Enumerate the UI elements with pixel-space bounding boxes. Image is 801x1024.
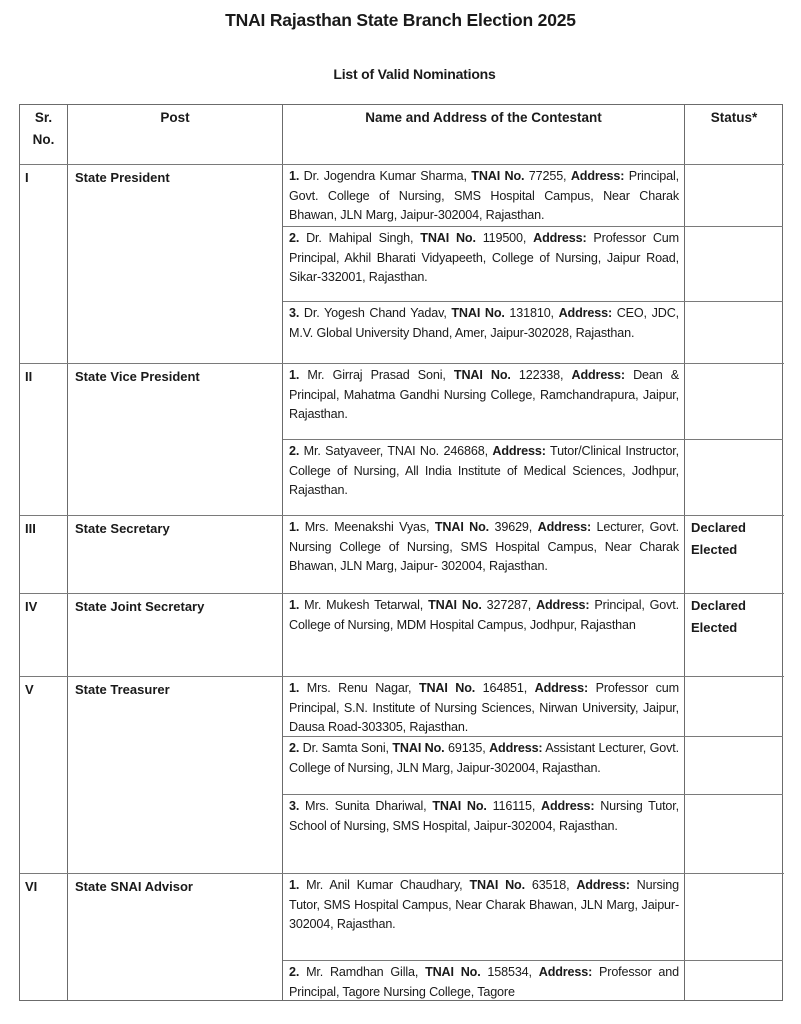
tnai-label: TNAI No. — [451, 306, 505, 320]
contestant-name: Dr. Samta Soni, — [299, 741, 393, 755]
contestant-entry — [289, 366, 679, 425]
status-badge: Declared Elected — [691, 520, 746, 557]
address-label: Address: — [492, 444, 546, 458]
contestant-address: CEO, JDC, M.V. Global University Dhand, Amer, Jaipur-302028, Rajasthan. — [289, 306, 679, 340]
contestant-name: Mr. Anil Kumar Chaudhary, — [299, 878, 470, 892]
document-title: TNAI Rajasthan State Branch Election 2025 — [225, 10, 576, 30]
contestant-name: Dr. Mahipal Singh, — [299, 231, 421, 245]
row-divider — [20, 593, 784, 594]
address-label: Address: — [489, 741, 543, 755]
contestant-name: Dr. Yogesh Chand Yadav, — [299, 306, 452, 320]
document-subtitle: List of Valid Nominations — [333, 66, 496, 82]
tnai-label: TNAI No. — [428, 598, 482, 612]
tnai-label: TNAI No. — [432, 799, 487, 813]
entry-number: 1. — [289, 368, 300, 382]
section-sr-no: VI — [25, 879, 38, 894]
entry-number: 1. — [289, 878, 300, 892]
entry-number: 1. — [289, 520, 300, 534]
tnai-number: 69135, — [444, 741, 490, 755]
row-divider — [283, 301, 783, 302]
tnai-number: 119500, — [475, 231, 534, 245]
tnai-label: TNAI No. — [418, 681, 476, 695]
column-divider — [684, 105, 685, 1000]
contestant-name: Mrs. Renu Nagar, — [299, 681, 419, 695]
row-divider — [20, 363, 784, 364]
row-divider — [283, 736, 783, 737]
entry-number: 1. — [289, 169, 300, 183]
address-label: Address: — [570, 169, 625, 183]
section-post: State SNAI Advisor — [75, 879, 193, 894]
nominations-table — [19, 104, 783, 1001]
tnai-number: 63518, — [524, 878, 577, 892]
contestant-entry — [289, 739, 679, 778]
row-divider — [20, 164, 784, 165]
tnai-number: 327287, — [481, 598, 537, 612]
header-sr-no: Sr. No. — [32, 110, 55, 147]
section-post: State Joint Secretary — [75, 599, 205, 614]
section-post: State Secretary — [75, 521, 170, 536]
address-label: Address: — [558, 306, 612, 320]
contestant-address: Professor and Principal, Tagore Nursing College, Tagore — [289, 965, 679, 999]
section-post: State Vice President — [75, 369, 200, 384]
contestant-entry — [289, 229, 679, 288]
row-divider — [20, 515, 784, 516]
entry-number: 3. — [289, 306, 300, 320]
tnai-number: 116115, — [486, 799, 541, 813]
tnai-number: 131810, — [504, 306, 559, 320]
header-status: Status* — [710, 110, 758, 125]
contestant-name: Mr. Ramdhan Gilla, — [299, 965, 426, 979]
contestant-name: Mrs. Sunita Dhariwal, — [299, 799, 433, 813]
contestant-address: Dean & Principal, Mahatma Gandhi Nursing College, Ramchandrapura, Jaipur, Rajasthan. — [289, 368, 680, 421]
contestant-address: Nursing Tutor, School of Nursing, SMS Hospital, Jaipur-302004, Rajasthan. — [289, 799, 679, 833]
contestant-entry — [289, 518, 679, 577]
contestant-entry — [289, 304, 679, 343]
address-label: Address: — [534, 681, 589, 695]
entry-number: 2. — [289, 965, 300, 979]
entry-number: 1. — [289, 598, 300, 612]
contestant-entry — [289, 679, 679, 738]
header-post: Post — [160, 110, 190, 125]
section-sr-no: III — [25, 521, 36, 536]
tnai-number: 77255, — [524, 169, 571, 183]
contestant-name: Mr. Mukesh Tetarwal, — [299, 598, 429, 612]
entry-number: 2. — [289, 444, 300, 458]
status-badge: Declared Elected — [691, 598, 746, 635]
contestant-entry — [289, 876, 679, 935]
contestant-name: Mr. Satyaveer, TNAI No. 246868, — [299, 444, 493, 458]
address-label: Address: — [537, 520, 592, 534]
contestant-address: Nursing Tutor, SMS Hospital Campus, Near Charak Bhawan, JLN Marg, Jaipur- 302004, Rajasthan. — [289, 878, 679, 931]
contestant-address: Professor Cum Principal, Akhil Bharati Vidyapeeth, College of Nursing, Jaipur Road, Sikar-332001, Rajasthan. — [289, 231, 679, 284]
contestant-address: Tutor/Clinical Instructor, College of Nursing, All India Institute of Medical Sciences, Jodhpur, Rajasthan. — [289, 444, 679, 497]
contestant-address: Assistant Lecturer, Govt. College of Nursing, JLN Marg, Jaipur-302004, Rajasthan. — [289, 741, 679, 775]
row-divider — [20, 873, 784, 874]
tnai-number: 164851, — [475, 681, 535, 695]
row-divider — [283, 439, 783, 440]
section-post: State Treasurer — [75, 682, 170, 697]
contestant-entry — [289, 167, 679, 226]
row-divider — [283, 226, 783, 227]
column-divider — [67, 105, 68, 1000]
section-post: State President — [75, 170, 170, 185]
entry-number: 3. — [289, 799, 300, 813]
contestant-name: Mr. Girraj Prasad Soni, — [299, 368, 454, 382]
contestant-entry — [289, 963, 679, 1002]
address-label: Address: — [533, 231, 587, 245]
tnai-number: 39629, — [489, 520, 538, 534]
entry-number: 2. — [289, 231, 300, 245]
contestant-name: Dr. Jogendra Kumar Sharma, — [299, 169, 472, 183]
tnai-label: TNAI No. — [420, 231, 476, 245]
address-label: Address: — [538, 965, 593, 979]
tnai-label: TNAI No. — [453, 368, 511, 382]
row-divider — [20, 676, 784, 677]
tnai-number: 122338, — [510, 368, 572, 382]
section-sr-no: I — [25, 170, 29, 185]
contestant-address: Principal, Govt. College of Nursing, SMS Hospital Campus, Near Charak Bhawan, JLN Marg, Jaipur-302004, Rajasthan. — [289, 169, 679, 222]
address-label: Address: — [536, 598, 590, 612]
contestant-entry — [289, 797, 679, 836]
row-divider — [283, 794, 783, 795]
column-divider — [282, 105, 283, 1000]
tnai-label: TNAI No. — [392, 741, 445, 755]
tnai-label: TNAI No. — [471, 169, 525, 183]
contestant-address: Professor cum Principal, S.N. Institute of Nursing Sciences, Nirwan University, Jaipur, Dausa Road-303305, Rajasthan. — [289, 681, 679, 734]
tnai-number: 158534, — [480, 965, 539, 979]
tnai-label: TNAI No. — [434, 520, 490, 534]
tnai-label: TNAI No. — [425, 965, 481, 979]
section-sr-no: V — [25, 682, 34, 697]
tnai-label: TNAI No. — [469, 878, 525, 892]
row-divider — [283, 960, 783, 961]
header-contestant: Name and Address of the Contestant — [365, 110, 602, 125]
contestant-address: Lecturer, Govt. Nursing College of Nursing, SMS Hospital Campus, Near Charak Bhawan, JLN Marg, Jaipur- 302004, Rajasthan. — [289, 520, 679, 573]
entry-number: 1. — [289, 681, 300, 695]
contestant-address: Principal, Govt. College of Nursing, MDM Hospital Campus, Jodhpur, Rajasthan — [289, 598, 680, 632]
address-label: Address: — [571, 368, 625, 382]
contestant-entry — [289, 596, 679, 635]
contestant-name: Mrs. Meenakshi Vyas, — [299, 520, 435, 534]
contestant-entry — [289, 442, 679, 501]
address-label: Address: — [576, 878, 630, 892]
section-sr-no: II — [25, 369, 33, 384]
section-sr-no: IV — [25, 599, 38, 614]
address-label: Address: — [541, 799, 595, 813]
entry-number: 2. — [289, 741, 300, 755]
